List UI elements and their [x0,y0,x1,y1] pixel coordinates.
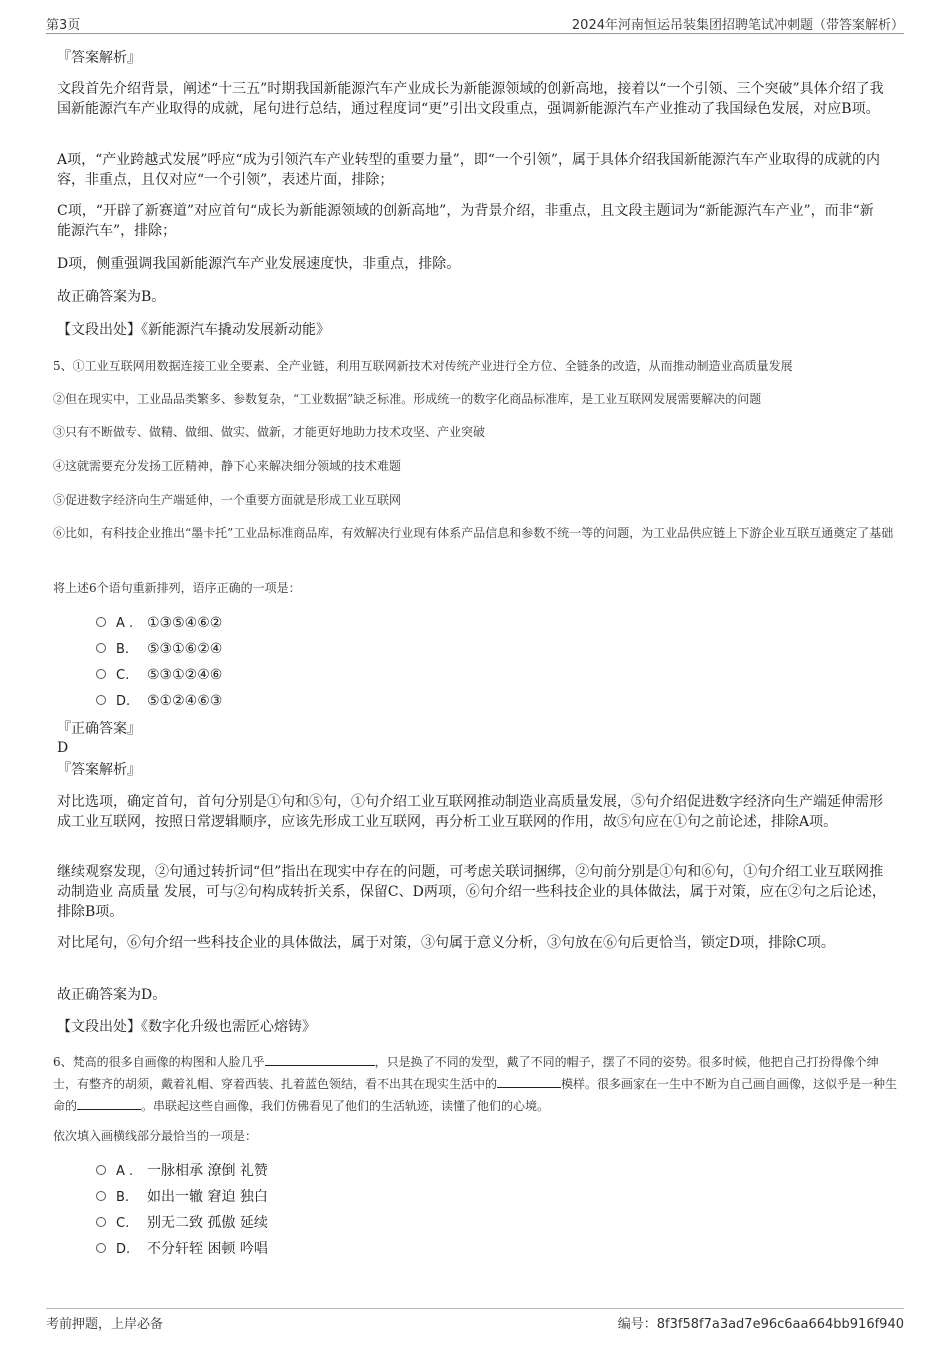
analysis-conclusion: 故正确答案为B。 [57,289,166,305]
question-prompt: 将上述6个语句重新排列，语序正确的一项是： [53,581,301,595]
page-header [46,14,904,32]
footer-slogan: 考前押题，上岸必备 [46,1317,164,1332]
question-sentence: ②但在现实中，工业品品类繁多、参数复杂，“工业数据”缺乏标准。形成统一的数字化商品标准库，是工业互联网发展需要解决的问题 [53,392,762,406]
passage-source: 【文段出处】《新能源汽车撬动发展新动能》 [57,322,330,338]
analysis-paragraph: C项，“开辟了新赛道”对应首句“成长为新能源领域的创新高地”，为背景介绍，非重点，且文段主题词为“新能源汽车产业”，而非“新能源汽车”，排除； [57,203,874,239]
document-title: 2024年河南恒运吊装集团招聘笔试冲刺题（带答案解析） [571,18,904,33]
question-sentence: 5、①工业互联网用数据连接工业全要素、全产业链，利用互联网新技术对传统产业进行全方位、全链条的改造，从而推动制造业高质量发展 [53,359,793,373]
fill-blank [265,1051,375,1066]
option-c[interactable]: C. ⑤③①②④⑥ [96,664,222,686]
fill-blank [497,1073,561,1088]
question-sentence: ⑤促进数字经济向生产端延伸，一个重要方面就是形成工业互联网 [53,493,402,507]
footer-divider [46,1308,904,1309]
correct-answer: D [57,740,69,756]
analysis-paragraph: A项，“产业跨越式发展”呼应“成为引领汽车产业转型的重要力量”，即“一个引领”，属于具体介绍我国新能源汽车产业取得的成就的内容，非重点，且仅对应“一个引领”，表述片面，排除； [57,152,881,188]
radio-icon[interactable] [96,695,106,705]
analysis-paragraph: 文段首先介绍背景，阐述“十三五”时期我国新能源汽车产业成长为新能源领域的创新高地，接着以“一个引领、三个突破”具体介绍了我国新能源汽车产业取得的成就，尾句进行总结，通过程度词“更”引出文段重点，强调新能源汽车产业推动了我国绿色发展，对应B项。 [57,81,884,117]
option-a[interactable]: A . ①③⑤④⑥② [96,612,222,634]
option-a[interactable]: A . 一脉相承 潦倒 礼赞 [96,1160,268,1182]
option-d[interactable]: D. ⑤①②④⑥③ [96,690,222,712]
fill-blank [77,1095,141,1110]
answer-analysis-label: 『答案解析』 [57,50,141,66]
question-prompt: 依次填入画横线部分最恰当的一项是： [53,1129,258,1143]
option-b[interactable]: B. ⑤③①⑥②④ [96,638,222,660]
radio-icon[interactable] [96,1243,106,1253]
option-d[interactable]: D. 不分轩轾 困顿 吟唱 [96,1238,268,1260]
question-sentence: ⑥比如，有科技企业推出“墨卡托”工业品标准商品库，有效解决行业现有体系产品信息和参数不统一等的问题，为工业品供应链上下游企业互联互通奠定了基础 [53,526,894,540]
radio-icon[interactable] [96,643,106,653]
answer-analysis-label: 『答案解析』 [57,762,141,778]
passage-source: 【文段出处】《数字化升级也需匠心熔铸》 [57,1019,316,1035]
analysis-paragraph: 继续观察发现，②句通过转折词“但”指出在现实中存在的问题，可考虑关联词捆绑，②句前分别是①句和⑥句，①句介绍工业互联网推动制造业 高质量 发展，可与②句构成转折关系，保留C、D两项，⑥句介绍一些科技企业的具体做法，属于对策，应在②句之后论述，排除B项。 [57,864,886,920]
analysis-paragraph: D项，侧重强调我国新能源汽车产业发展速度快，非重点，排除。 [57,256,461,272]
question-sentence: ③只有不断做专、做精、做细、做实、做新，才能更好地助力技术攻坚、产业突破 [53,425,486,439]
analysis-conclusion: 故正确答案为D。 [57,987,167,1003]
header-divider [46,33,904,34]
radio-icon[interactable] [96,669,106,679]
question-sentence: ④这就需要充分发扬工匠精神，静下心来解决细分领域的技术难题 [53,459,402,473]
option-c[interactable]: C. 别无二致 孤傲 延续 [96,1212,268,1234]
option-b[interactable]: B. 如出一辙 窘迫 独白 [96,1186,268,1208]
radio-icon[interactable] [96,1191,106,1201]
analysis-paragraph: 对比尾句，⑥句介绍一些科技企业的具体做法，属于对策，③句属于意义分析，③句放在⑥句后更恰当，锁定D项，排除C项。 [57,935,835,951]
question-stem: 6、梵高的很多自画像的构图和人脸几乎 ，只是换了不同的发型，戴了不同的帽子，摆了不同的姿势。很多时候，他把自己打扮得像个绅士，有整齐的胡须，戴着礼帽、穿着西装、扎着蓝色领结，看不出其在现实生活中的 模样。很多画家在一生中不断为自己画自画像，这似乎是一种生命的 。串联起这些自画像，我们仿佛看见了他们的生活轨迹，读懂了他们的心境。 [53,1051,898,1117]
radio-icon[interactable] [96,617,106,627]
page-number: 第3页 [46,18,81,33]
correct-answer-label: 『正确答案』 [57,721,141,737]
radio-icon[interactable] [96,1217,106,1227]
document-id: 编号：8f3f58f7a3ad7e96c6aa664bb916f940 [617,1317,904,1332]
analysis-paragraph: 对比选项，确定首句，首句分别是①句和⑤句，①句介绍工业互联网推动制造业高质量发展，⑤句介绍促进数字经济向生产端延伸需形成工业互联网，按照日常逻辑顺序，应该先形成工业互联网，再分析工业互联网的作用，故⑤句应在①句之前论述，排除A项。 [57,794,883,830]
radio-icon[interactable] [96,1165,106,1175]
